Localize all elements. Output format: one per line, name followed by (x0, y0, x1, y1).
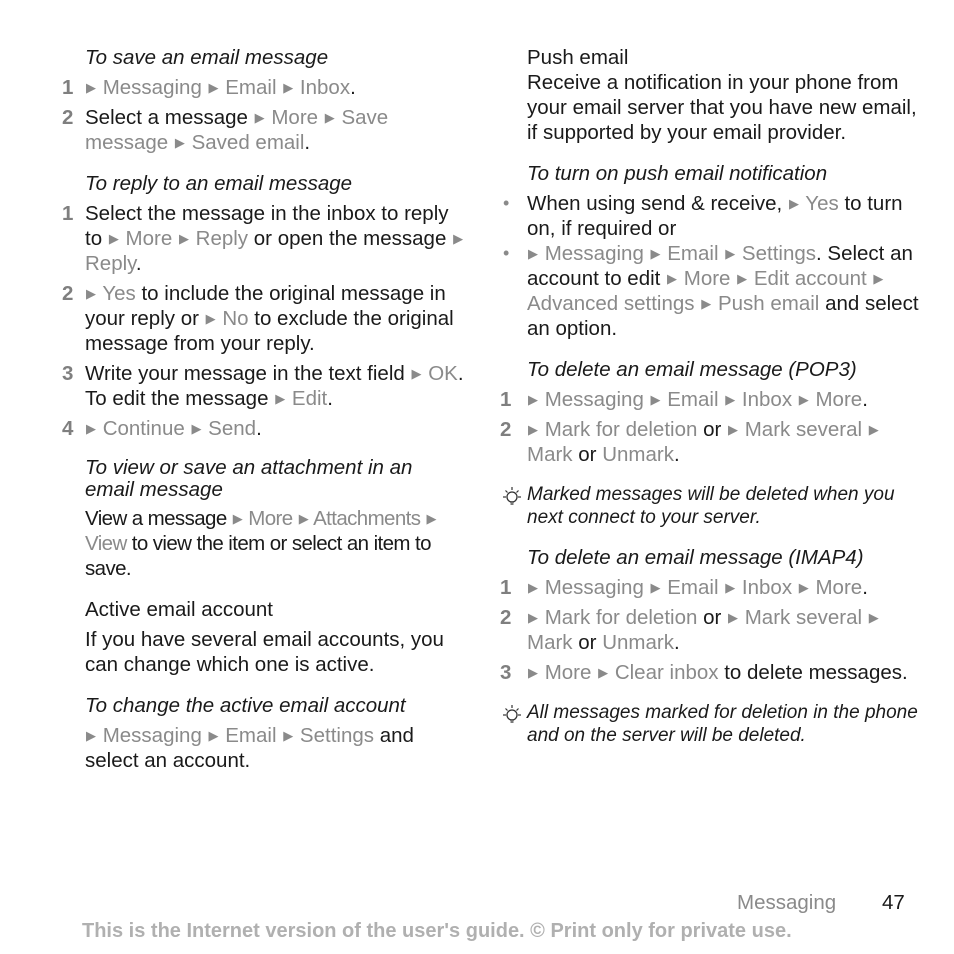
menu-mark: Mark (527, 443, 573, 466)
step-text: or open the message (253, 227, 447, 250)
menu-attachments: Attachments (313, 507, 421, 530)
arrow-icon: ▶ (725, 392, 736, 407)
menu-inbox: Inbox (299, 76, 351, 99)
arrow-icon: ▶ (86, 286, 96, 301)
save-step-1 (62, 75, 467, 100)
arrow-icon: ▶ (528, 580, 538, 595)
menu-reply: Reply (85, 252, 136, 275)
menu-view: View (85, 532, 127, 555)
menu-mark-for-deletion: Mark for deletion (544, 606, 698, 629)
tip-note-1 (500, 483, 920, 529)
view-attachment-heading: To view or save an attachment in an email message (85, 456, 413, 501)
arrow-icon: ▶ (650, 392, 661, 407)
step-number: 4 (62, 417, 74, 440)
arrow-icon: ▶ (208, 80, 219, 95)
imap-step-3 (500, 660, 920, 685)
menu-save-message: Save message (85, 106, 389, 154)
change-account-text (85, 723, 467, 773)
reply-step-4 (62, 416, 467, 441)
bullet-text: Select an account to edit (527, 242, 913, 290)
push-email-title: Push email (527, 46, 629, 69)
arrow-icon: ▶ (701, 296, 712, 311)
step-number: 3 (62, 362, 74, 385)
menu-reply: Reply (195, 227, 249, 250)
menu-mark-several: Mark several (744, 606, 863, 629)
arrow-icon: ▶ (725, 580, 736, 595)
or-word: or (703, 606, 722, 629)
arrow-icon: ▶ (254, 110, 265, 125)
step-text: Select a message (85, 106, 248, 129)
reply-email-heading: To reply to an email message (85, 172, 353, 195)
menu-more: More (815, 388, 863, 411)
menu-continue: Continue (102, 417, 185, 440)
arrow-icon: ▶ (86, 728, 96, 743)
menu-settings: Settings (299, 724, 374, 747)
arrow-icon: ▶ (737, 271, 748, 286)
period: . (304, 131, 311, 154)
period: . (862, 388, 868, 411)
arrow-icon: ▶ (208, 728, 219, 743)
tip-note-2 (500, 701, 920, 747)
menu-yes: Yes (102, 282, 136, 305)
or-word: or (578, 631, 597, 654)
menu-clear-inbox: Clear inbox (614, 661, 719, 684)
arrow-icon: ▶ (598, 665, 609, 680)
menu-messaging: Messaging (544, 388, 644, 411)
arrow-icon: ▶ (798, 392, 809, 407)
period: . (256, 417, 262, 440)
arrow-icon: ▶ (528, 610, 538, 625)
menu-mark: Mark (527, 631, 573, 654)
menu-messaging: Messaging (544, 576, 644, 599)
arrow-icon: ▶ (86, 80, 96, 95)
arrow-icon: ▶ (650, 580, 661, 595)
menu-send: Send (208, 417, 257, 440)
or-word: or (703, 418, 722, 441)
step-number: 1 (500, 576, 512, 599)
bullet-text: and select an option. (527, 292, 919, 340)
step-text: Write your message in the text field (85, 362, 405, 385)
arrow-icon: ▶ (788, 196, 799, 211)
menu-no: No (222, 307, 249, 330)
step-number: 1 (500, 388, 512, 411)
step-text: . To edit the message (85, 362, 464, 410)
arrow-icon: ▶ (108, 231, 119, 246)
imap-step-1 (500, 575, 920, 600)
reply-step-1 (62, 201, 467, 276)
menu-more: More (683, 267, 731, 290)
active-account-text: If you have several email accounts, you can change which one is active. (85, 628, 444, 676)
change-account-heading: To change the active email account (85, 694, 406, 717)
reply-step-2 (62, 281, 467, 356)
menu-unmark: Unmark (602, 443, 674, 466)
menu-more: More (248, 507, 293, 530)
tip-lightbulb-icon (500, 483, 527, 529)
view-attachment-text (85, 506, 467, 581)
menu-unmark: Unmark (602, 631, 674, 654)
arrow-icon: ▶ (868, 610, 879, 625)
arrow-icon: ▶ (650, 246, 661, 261)
menu-messaging: Messaging (102, 76, 202, 99)
arrow-icon: ▶ (798, 580, 809, 595)
save-step-2 (62, 105, 467, 155)
step-text: to include the original message in your reply or (85, 282, 446, 330)
arrow-icon: ▶ (232, 511, 243, 526)
step-number: 1 (62, 76, 74, 99)
reply-step-3 (62, 361, 467, 411)
arrow-icon: ▶ (191, 421, 202, 436)
menu-inbox: Inbox (741, 388, 793, 411)
arrow-icon: ▶ (528, 422, 538, 437)
menu-messaging: Messaging (544, 242, 644, 265)
arrow-icon: ▶ (528, 246, 538, 261)
pop3-step-2 (500, 417, 920, 467)
arrow-icon: ▶ (528, 392, 538, 407)
para-text: and select an account. (85, 724, 414, 772)
period: . (673, 631, 680, 654)
save-email-heading: To save an email message (85, 46, 329, 69)
period: . (816, 242, 822, 265)
step-number: 1 (62, 202, 74, 225)
tip-text: All messages marked for deletion in the phone and on the server will be deleted. (527, 702, 918, 746)
menu-more: More (125, 227, 173, 250)
arrow-icon: ▶ (298, 511, 309, 526)
period: . (862, 576, 868, 599)
arrow-icon: ▶ (868, 422, 879, 437)
step-number: 2 (500, 418, 512, 441)
arrow-icon: ▶ (174, 135, 185, 150)
arrow-icon: ▶ (728, 422, 739, 437)
push-notification-heading: To turn on push email notification (527, 162, 828, 185)
period: . (673, 443, 680, 466)
menu-ok: OK (428, 362, 458, 385)
arrow-icon: ▶ (725, 246, 736, 261)
period: . (135, 252, 142, 275)
menu-email: Email (225, 724, 277, 747)
tip-text: Marked messages will be deleted when you next connect to your server. (527, 484, 895, 528)
menu-more: More (544, 661, 592, 684)
arrow-icon: ▶ (453, 231, 464, 246)
step-text: to exclude the original message from your reply. (85, 307, 454, 355)
tip-lightbulb-icon (500, 701, 527, 747)
arrow-icon: ▶ (283, 80, 294, 95)
menu-email: Email (667, 576, 719, 599)
bullet-text: When using send & receive, (527, 192, 783, 215)
step-number: 2 (500, 606, 512, 629)
menu-email: Email (667, 242, 719, 265)
left-column (62, 45, 467, 773)
menu-mark-for-deletion: Mark for deletion (544, 418, 698, 441)
menu-inbox: Inbox (741, 576, 793, 599)
menu-more: More (271, 106, 319, 129)
delete-imap4-heading: To delete an email message (IMAP4) (527, 546, 864, 569)
step-number: 2 (62, 282, 74, 305)
arrow-icon: ▶ (411, 366, 422, 381)
menu-messaging: Messaging (102, 724, 202, 747)
bullet-icon: • (503, 193, 510, 213)
footer-disclaimer: This is the Internet version of the user's guide. © Print only for private use. (82, 920, 792, 942)
step-number: 2 (62, 106, 74, 129)
footer-section-name: Messaging (737, 891, 837, 914)
arrow-icon: ▶ (283, 728, 294, 743)
pop3-step-1 (500, 387, 920, 412)
arrow-icon: ▶ (728, 610, 739, 625)
arrow-icon: ▶ (873, 271, 884, 286)
menu-advanced-settings: Advanced settings (527, 292, 695, 315)
page-number: 47 (882, 891, 905, 914)
arrow-icon: ▶ (178, 231, 189, 246)
step-text: to delete messages. (724, 661, 908, 684)
arrow-icon: ▶ (86, 421, 96, 436)
menu-mark-several: Mark several (744, 418, 863, 441)
menu-yes: Yes (805, 192, 839, 215)
menu-more: More (815, 576, 863, 599)
para-text: View a message (85, 507, 227, 530)
arrow-icon: ▶ (528, 665, 538, 680)
menu-edit: Edit (291, 387, 328, 410)
period: . (327, 387, 333, 410)
step-text: Select the message in the inbox to reply to (85, 202, 449, 250)
menu-email: Email (225, 76, 277, 99)
bullet-icon: • (503, 243, 510, 263)
delete-pop3-heading: To delete an email message (POP3) (527, 358, 857, 381)
arrow-icon: ▶ (324, 110, 335, 125)
period: . (350, 76, 356, 99)
menu-email: Email (667, 388, 719, 411)
para-text: to view the item or select an item to save. (85, 532, 431, 580)
push-bullet-2 (500, 241, 920, 341)
menu-push-email: Push email (717, 292, 820, 315)
or-word: or (578, 443, 597, 466)
menu-edit-account: Edit account (753, 267, 867, 290)
imap-step-2 (500, 605, 920, 655)
push-email-text: Receive a notification in your phone from your email server that you have new email, if supported by your email provider. (527, 71, 917, 144)
right-column (500, 45, 920, 747)
arrow-icon: ▶ (667, 271, 678, 286)
step-number: 3 (500, 661, 512, 684)
arrow-icon: ▶ (426, 511, 436, 526)
arrow-icon: ▶ (275, 391, 286, 406)
menu-settings: Settings (741, 242, 816, 265)
push-bullet-1 (500, 191, 920, 241)
menu-saved-email: Saved email (191, 131, 305, 154)
arrow-icon: ▶ (205, 311, 216, 326)
bullet-text: to turn on, if required or (527, 192, 903, 240)
active-account-title: Active email account (85, 598, 274, 621)
